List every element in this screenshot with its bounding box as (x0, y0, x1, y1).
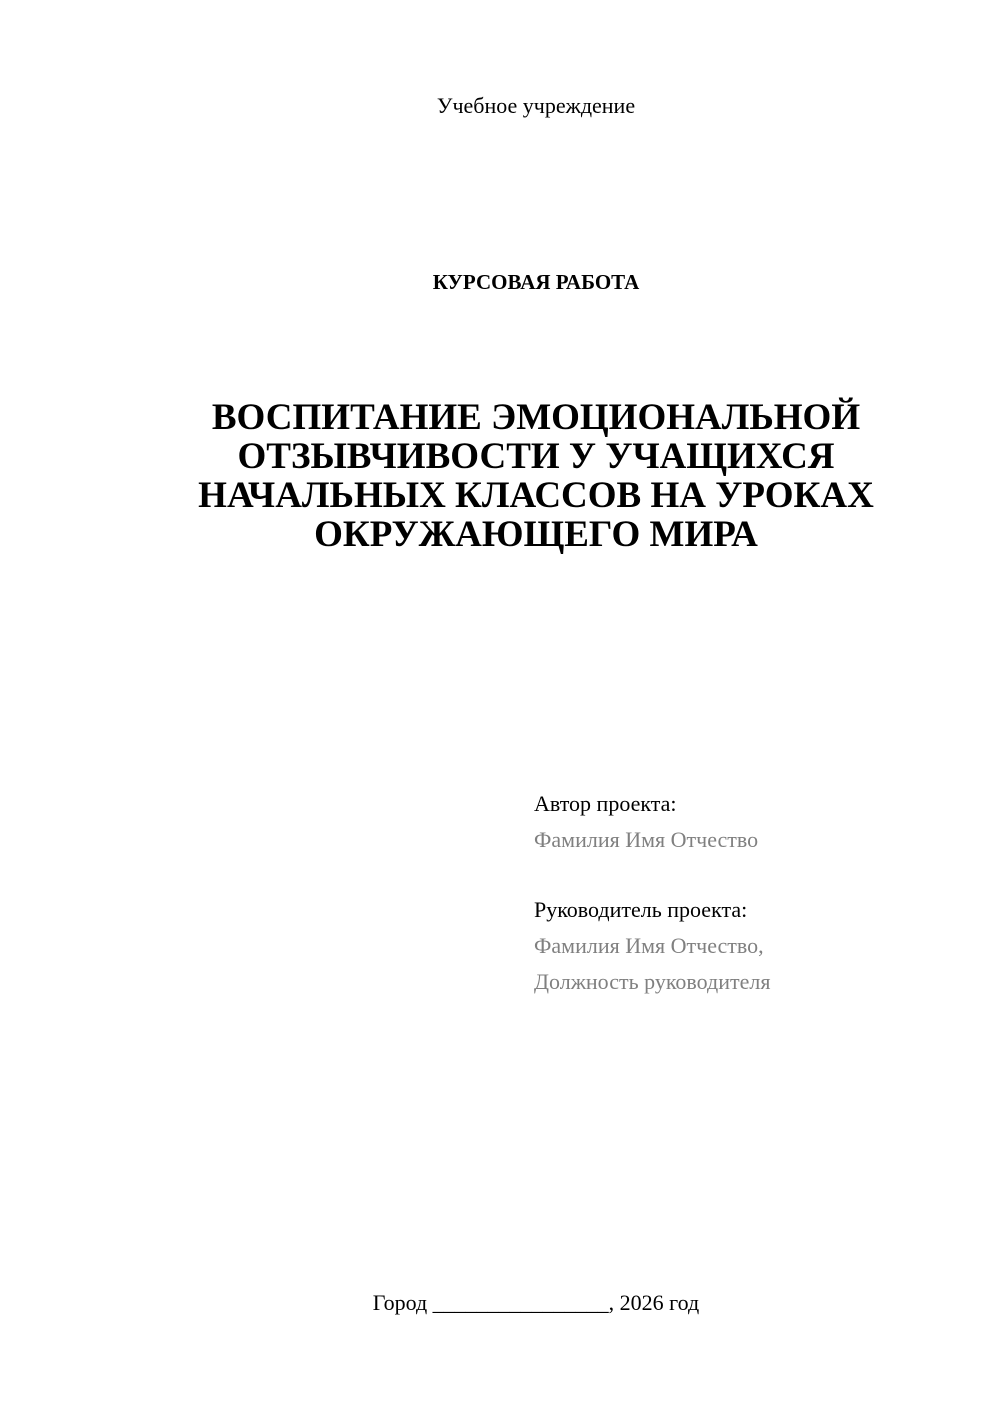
author-label: Автор проекта: (534, 791, 677, 816)
city-year-line: Город ________________, 2026 год (372, 1290, 700, 1315)
supervisor-label: Руководитель проекта: (534, 897, 748, 922)
supervisor-name: Фамилия Имя Отчество, (534, 933, 764, 958)
title-line: ОКРУЖАЮЩЕГО МИРА (314, 514, 758, 555)
document-type: КУРСОВАЯ РАБОТА (432, 270, 640, 294)
author-name: Фамилия Имя Отчество (534, 827, 759, 852)
supervisor-block (534, 892, 974, 1000)
document-title (0, 398, 1000, 554)
institution-name: Учебное учреждение (436, 93, 636, 118)
title-line: ОТЗЫВЧИВОСТИ У УЧАЩИХСЯ (237, 436, 835, 477)
supervisor-position: Должность руководителя (534, 969, 771, 994)
title-line: НАЧАЛЬНЫХ КЛАССОВ НА УРОКАХ (198, 475, 874, 516)
author-block (534, 786, 974, 858)
title-line: ВОСПИТАНИЕ ЭМОЦИОНАЛЬНОЙ (211, 397, 861, 438)
